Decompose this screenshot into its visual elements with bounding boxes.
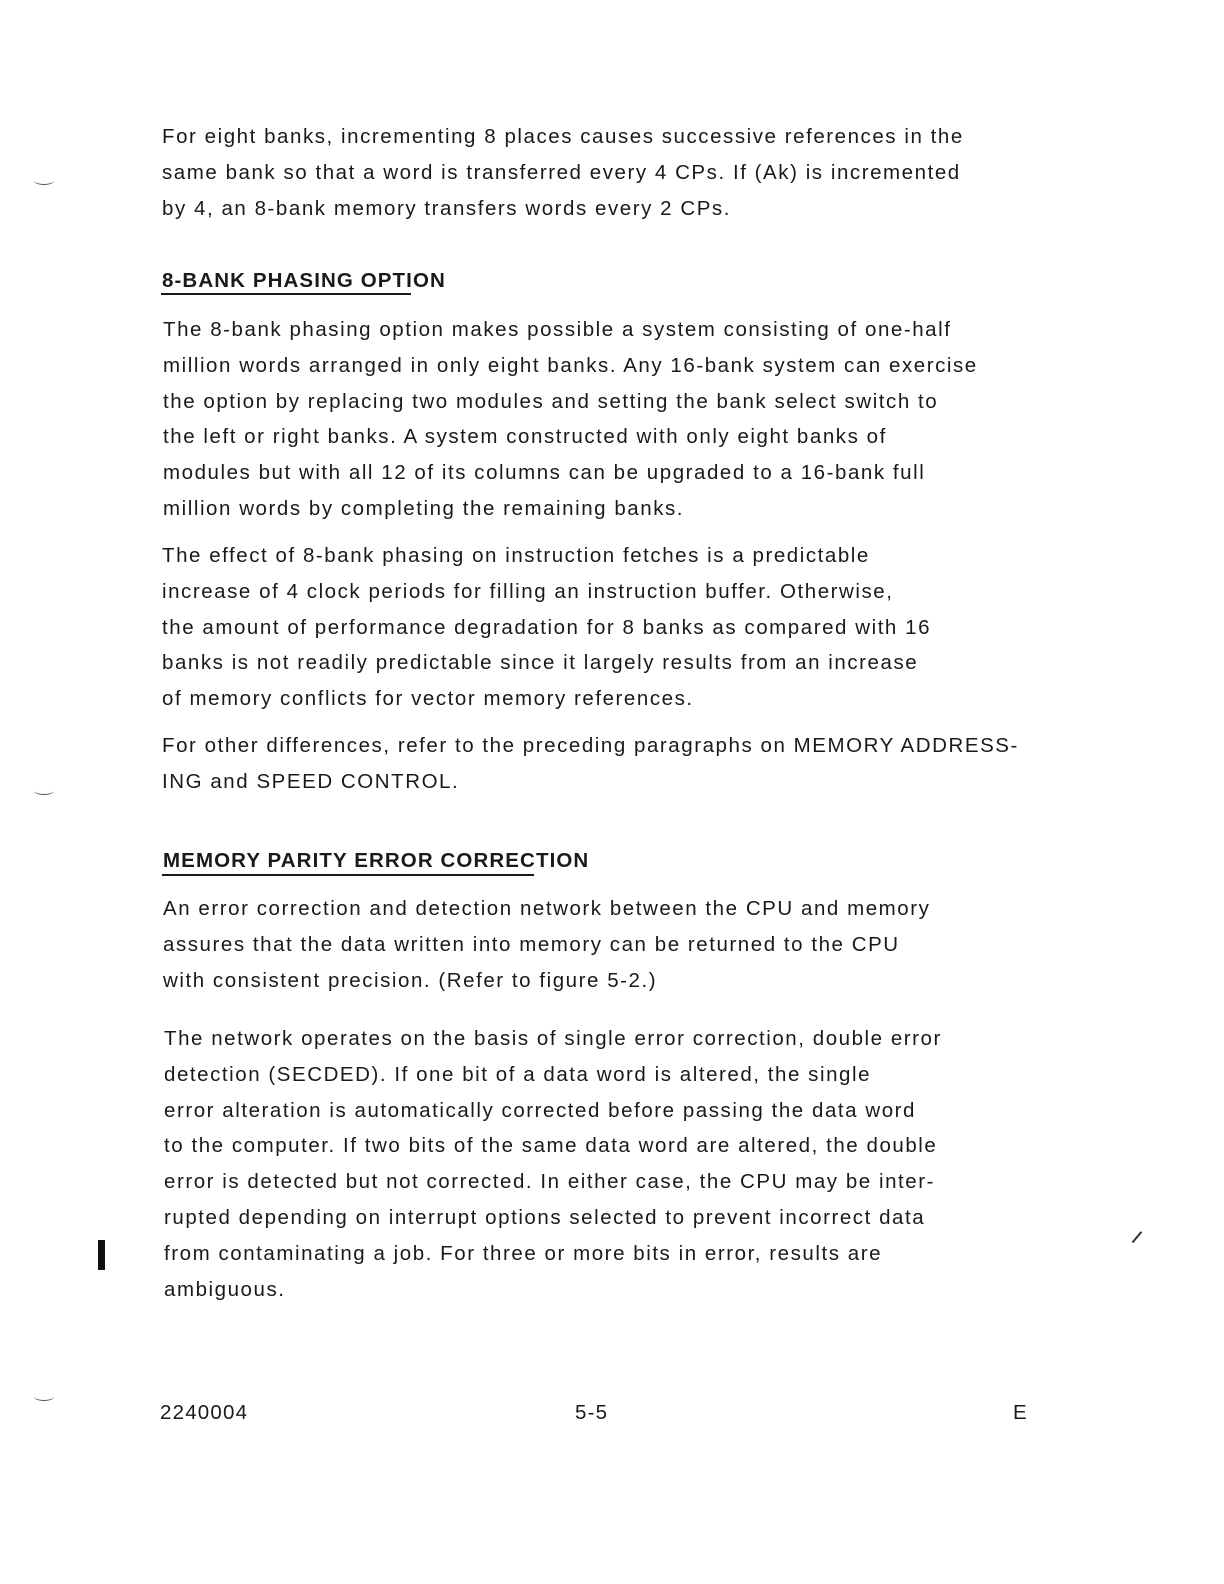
footer-revision-letter: E bbox=[1013, 1401, 1028, 1424]
footer-document-number: 2240004 bbox=[160, 1401, 249, 1424]
paragraph-secded: The network operates on the basis of single error correction, double error detection (SECDED). If one bit of a data word is altered, the single error alteration is automatically corrected before passing the data word to the computer. If two bits of the same data word are altered, the double error is detected but not corrected. In either case, the CPU may be inter- rupted depending on interrupt options selected to prevent incorrect data from contaminating a job. For three or more bits in error, results are ambiguous. bbox=[164, 1027, 942, 1301]
paragraph-eight-banks: For eight banks, incrementing 8 places causes successive references in the same bank so that a word is transferred every 4 CPs. If (Ak) is incremented by 4, an 8-bank memory transfers words every 2 CPs. bbox=[162, 125, 964, 220]
paragraph-phasing-effect: The effect of 8-bank phasing on instruction fetches is a predictable increase of 4 clock periods for filling an instruction buffer. Otherwise, the amount of performance degradation for 8 banks as compared with 16 banks is not readily predictable since it largely results from an increase of memory conflicts for vector memory references. bbox=[162, 544, 932, 711]
paragraph-other-differences: For other differences, refer to the preceding paragraphs on MEMORY ADDRESS- ING and SPEED CONTROL. bbox=[162, 734, 1019, 793]
heading-underline bbox=[161, 293, 411, 295]
paragraph-error-network: An error correction and detection network between the CPU and memory assures that the data written into memory can be returned to the CPU with consistent precision. (Refer to figure 5-2.) bbox=[163, 897, 931, 992]
revision-change-bar bbox=[98, 1240, 105, 1270]
scan-mark bbox=[1132, 1231, 1142, 1243]
heading-underline bbox=[162, 874, 534, 876]
margin-mark bbox=[34, 176, 54, 185]
heading-memory-parity-error-correction: MEMORY PARITY ERROR CORRECTION bbox=[163, 849, 590, 872]
paragraph-phasing-option: The 8-bank phasing option makes possible a system consisting of one-half million words arranged in only eight banks. Any 16-bank system can exercise the option by replacing two modules and setting the bank select switch to the left or right banks. A system constructed with only eight banks of modules but with all 12 of its columns can be upgraded to a 16-bank full million words by completing the remaining banks. bbox=[163, 318, 978, 520]
margin-mark bbox=[34, 1392, 54, 1401]
margin-mark bbox=[34, 786, 54, 795]
heading-8-bank-phasing-option: 8-BANK PHASING OPTION bbox=[162, 269, 446, 292]
footer-page-number: 5-5 bbox=[575, 1401, 609, 1424]
